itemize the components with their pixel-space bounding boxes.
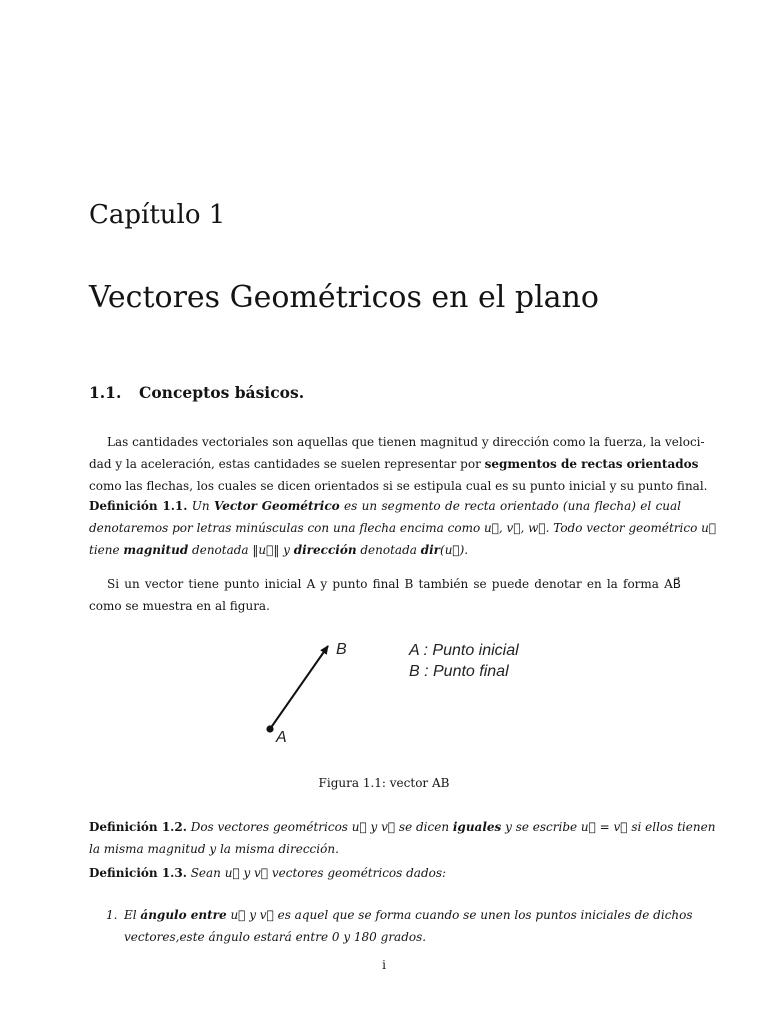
intro-paragraph xyxy=(89,431,708,497)
list-line-2: vectores,este ángulo estará entre 0 y 180 grados. xyxy=(124,930,427,944)
def2-text: Dos vectores geométricos u⃗ y v⃗ se dicen xyxy=(190,820,453,834)
def2-term: iguales xyxy=(452,820,502,834)
legend-initial-point: A : Punto inicial xyxy=(409,642,519,659)
def1-term: Vector Geométrico xyxy=(213,499,340,513)
def1-term: dirección xyxy=(293,543,357,557)
point-label-b: B xyxy=(336,641,347,658)
list-text: El xyxy=(124,908,141,922)
def1-text: (u⃗). xyxy=(440,543,469,557)
legend-final-point: B : Punto final xyxy=(409,663,509,680)
def1-text: denotada xyxy=(356,543,421,557)
def1-term: dir xyxy=(420,543,441,557)
notation-paragraph xyxy=(89,573,681,617)
list-term: ángulo entre xyxy=(140,908,227,922)
definition-1-2 xyxy=(89,816,716,860)
intro-emphasis: segmentos de rectas orientados xyxy=(484,457,699,471)
chapter-title: Vectores Geométricos en el plano xyxy=(89,280,599,315)
def1-label: Definición 1.1. xyxy=(89,499,188,513)
def3-line xyxy=(89,862,681,884)
list-text: u⃗ y v⃗ es aquel que se forma cuando se unen los puntos iniciales de dichos xyxy=(226,908,693,922)
def1-text: es un segmento de recta orientado (una flecha) el cual xyxy=(339,499,682,513)
section-heading xyxy=(89,382,304,404)
notation-line-1: Si un vector tiene punto inicial A y punto final B también se puede denotar en la forma AB⃗ xyxy=(107,577,681,591)
definition-1-3 xyxy=(89,862,681,884)
def2-line-1 xyxy=(89,816,716,838)
section-title: Conceptos básicos. xyxy=(139,383,305,402)
def2-text: y se escribe u⃗ = v⃗ si ellos tienen xyxy=(501,820,716,834)
definition-1-1 xyxy=(89,495,717,561)
figure-caption: Figura 1.1: vector AB xyxy=(318,776,450,790)
def1-line-1 xyxy=(89,495,681,517)
list-line-1 xyxy=(124,904,693,926)
def3-text: Sean u⃗ y v⃗ vectores geométricos dados: xyxy=(190,866,447,880)
def3-label: Definición 1.3. xyxy=(89,866,187,880)
intro-line-2 xyxy=(89,453,699,475)
section-number: 1.1. xyxy=(89,383,122,402)
notation-line-2: como se muestra en al figura. xyxy=(89,599,270,613)
initial-point-dot xyxy=(266,725,273,732)
def1-term: magnitud xyxy=(123,543,189,557)
point-label-a: A xyxy=(276,729,287,746)
def1-line-2: denotaremos por letras minúsculas con una flecha encima como u⃗, v⃗, w⃗. Todo vector geométrico u⃗ xyxy=(89,521,717,535)
def1-line-3 xyxy=(89,539,681,561)
list-item-body xyxy=(124,904,693,948)
vector-arrow xyxy=(270,646,328,729)
def2-line-2: la misma magnitud y la misma dirección. xyxy=(89,842,339,856)
figure-legend xyxy=(409,640,519,682)
intro-line-1: Las cantidades vectoriales son aquellas que tienen magnitud y dirección como la fuerza, la veloci- xyxy=(107,435,705,449)
chapter-label: Capítulo 1 xyxy=(89,200,226,230)
def1-text: Un xyxy=(191,499,214,513)
intro-line-3: como las flechas, los cuales se dicen orientados si se estipula cual es su punto inicial y su punto final. xyxy=(89,479,708,493)
list-marker: 1. xyxy=(106,908,118,922)
def2-label: Definición 1.2. xyxy=(89,820,187,834)
def1-text: denotada ‖u⃗‖ y xyxy=(188,543,294,557)
intro-text: dad y la aceleración, estas cantidades se suelen representar por xyxy=(89,457,485,471)
def1-text: tiene xyxy=(89,543,124,557)
page-number: i xyxy=(382,958,386,972)
